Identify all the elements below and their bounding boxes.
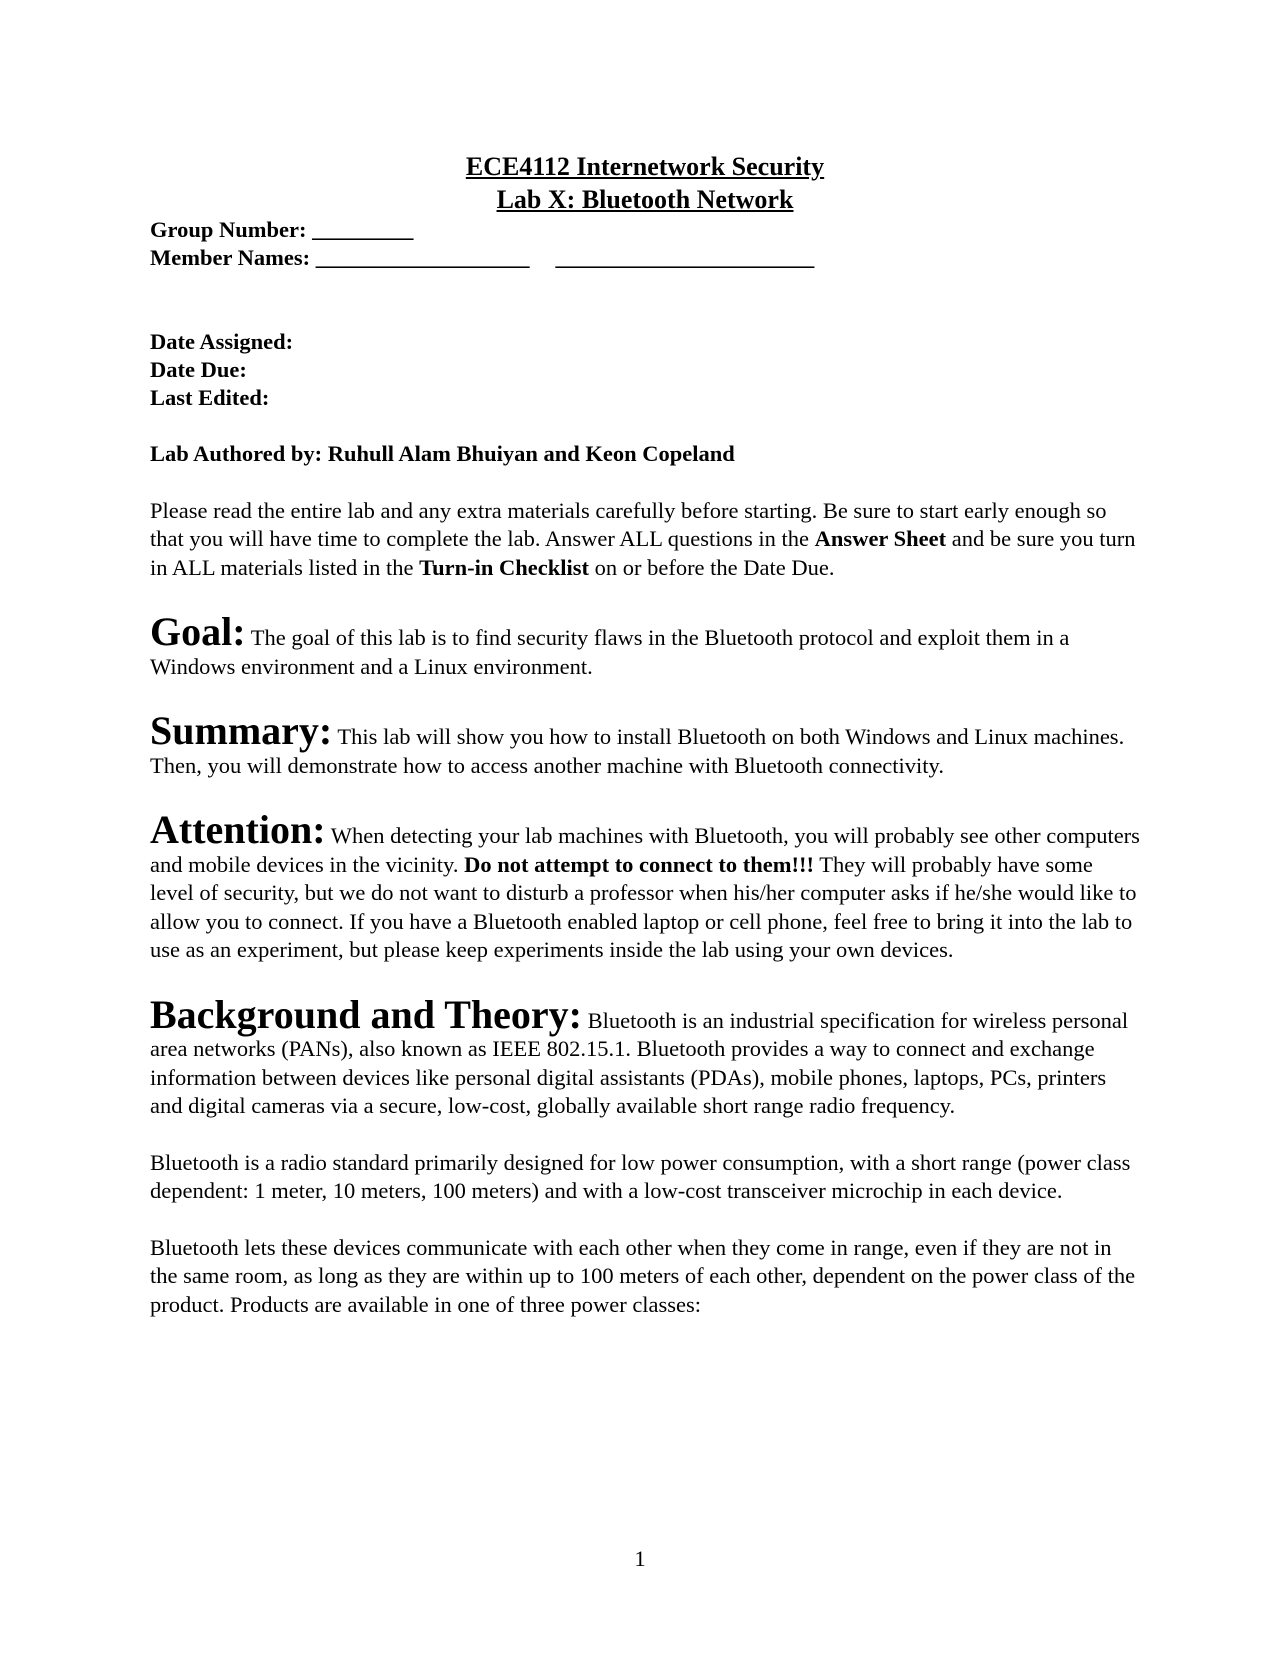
lab-author: Lab Authored by: Ruhull Alam Bhuiyan and Keon Copeland xyxy=(150,441,735,466)
answer-sheet-ref: Answer Sheet xyxy=(814,526,947,551)
turn-in-checklist-ref: Turn-in Checklist xyxy=(419,554,589,580)
goal-section xyxy=(150,609,1140,681)
group-form xyxy=(150,216,1140,272)
background-text: Bluetooth is an industrial specification for wireless personal area networks (PANs), also known as IEEE 802.15.1. Bluetooth provides a way to connect and exchange information between devices like personal digital assistants (PDAs), mobile phones, laptops, PCs, printers and digital cameras via a secure, low-cost, globally available short range radio frequency. xyxy=(150,1007,1129,1118)
background-section xyxy=(150,991,1140,1121)
date-due: Date Due: xyxy=(150,357,247,382)
range-paragraph: Bluetooth lets these devices communicate with each other when they come in range, even if they are not in the same room, as long as they are within up to 100 meters of each other, dependent on the power class of the product. Products are available in one of three power classes: xyxy=(150,1234,1136,1317)
document-title xyxy=(150,150,1140,216)
title-lab: Lab X: Bluetooth Network xyxy=(496,185,794,214)
summary-heading: Summary: xyxy=(150,708,333,753)
goal-text: The goal of this lab is to find security flaws in the Bluetooth protocol and exploit them in a Windows environment and a Linux environment. xyxy=(150,625,1070,679)
goal-heading: Goal: xyxy=(150,609,246,654)
summary-section xyxy=(150,708,1140,780)
member-names-line xyxy=(150,244,1140,272)
summary-text: This lab will show you how to install Bluetooth on both Windows and Linux machines. Then, you will demonstrate how to access another machine with Bluetooth connectivity. xyxy=(150,724,1125,778)
date-block xyxy=(150,328,1140,412)
attention-warning: Do not attempt to connect to them!!! xyxy=(464,851,814,877)
title-course: ECE4112 Internetwork Security xyxy=(465,152,825,181)
attention-section: Attention: When detecting your lab machines with Bluetooth, you will probably see other computers and mobile devices in the vicinity. Do not attempt to connect to them!!! They will probably have some level of security, but we do not want to disturb a professor when his/her computer asks if he/she would like to allow you to connect. If you have a Bluetooth enabled laptop or cell phone, feel free to bring it into the lab to use as an experiment, but please keep experiments inside the lab using your own devices. xyxy=(150,807,1140,962)
attention-heading: Attention: xyxy=(150,807,326,852)
page-number: 1 xyxy=(634,1546,646,1571)
intro-paragraph: Please read the entire lab and any extra materials carefully before starting. Be sure to start early enough so that you will have time to complete the lab. Answer ALL questions in the Answer Sheet and be sure you turn in ALL materials listed in the Turn-in Checklist on or before the Date Due. xyxy=(150,497,1136,580)
radio-standard-paragraph: Bluetooth is a radio standard primarily designed for low power consumption, with a short range (power class dependent: 1 meter, 10 meters, 100 meters) and with a low-cost transceiver microchip in each device. xyxy=(150,1149,1131,1203)
group-number-line: Group Number: _________ xyxy=(150,217,414,242)
date-assigned: Date Assigned: xyxy=(150,329,294,354)
member-names-label: Member Names: ___________________ xyxy=(150,245,530,270)
background-heading: Background and Theory: xyxy=(150,991,582,1037)
member-names-blank: _______________________ xyxy=(555,245,815,270)
page-content xyxy=(150,150,1140,1319)
last-edited: Last Edited: xyxy=(150,385,270,410)
